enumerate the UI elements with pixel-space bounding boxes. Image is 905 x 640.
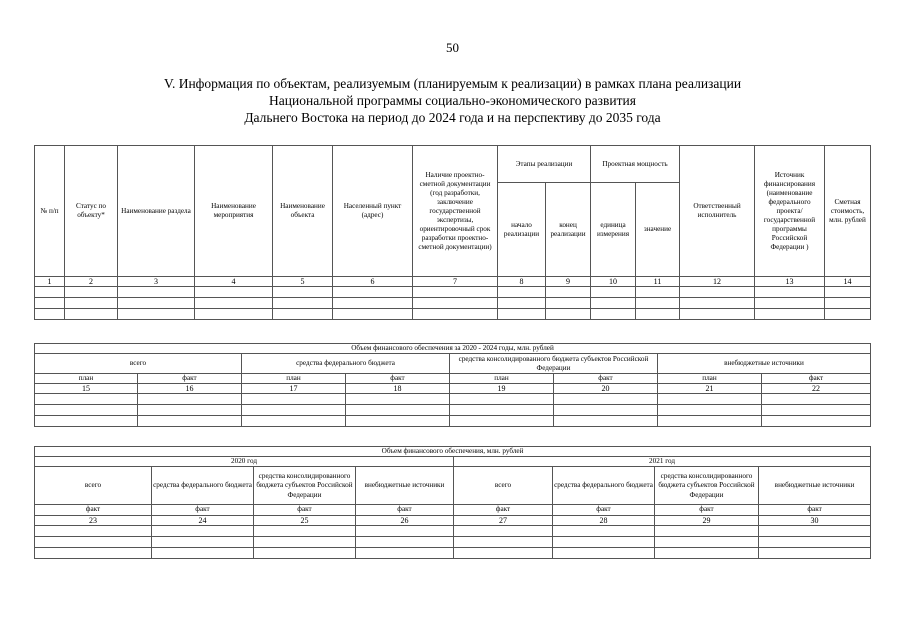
col-number: 13: [755, 277, 825, 287]
subheader-fact: факт: [554, 374, 658, 384]
col-number: 16: [138, 384, 242, 394]
group-federal: средства федерального бюджета: [152, 467, 254, 505]
header-locality: Населенный пункт (адрес): [333, 146, 413, 277]
col-number: 21: [658, 384, 762, 394]
subheader-fact: факт: [454, 505, 553, 515]
group-federal: средства федерального бюджета: [242, 354, 450, 374]
table-row: [35, 416, 871, 427]
header-design-docs: Наличие проектно-сметной документации (год разработки, заключение государственной экспертизы, ориентировочный срок разработки проектно-сметной документации): [413, 146, 498, 277]
col-number: 24: [152, 515, 254, 525]
column-numbers-row: [35, 515, 871, 525]
title-line-2: Национальной программы социально-экономического развития: [269, 93, 636, 108]
col-number: 7: [413, 277, 498, 287]
subheader-fact: факт: [759, 505, 871, 515]
group-total: всего: [454, 467, 553, 505]
col-number: 6: [333, 277, 413, 287]
year-2020: 2020 год: [35, 457, 454, 467]
group-total: всего: [35, 467, 152, 505]
title-line-3: Дальнего Востока на период до 2024 года и на перспективу до 2035 года: [244, 110, 661, 125]
subheader-fact: факт: [762, 374, 871, 384]
group-total: всего: [35, 354, 242, 374]
table-row: [35, 405, 871, 416]
col-number: 19: [450, 384, 554, 394]
col-number: 30: [759, 515, 871, 525]
col-number: 26: [356, 515, 454, 525]
header-object: Наименование объекта: [273, 146, 333, 277]
col-number: 27: [454, 515, 553, 525]
col-number: 14: [825, 277, 871, 287]
col-number: 28: [553, 515, 655, 525]
subheader-fact: факт: [346, 374, 450, 384]
title-line-1: V. Информация по объектам, реализуемым (планируемым к реализации) в рамках плана реализации: [163, 76, 742, 91]
table-row: [35, 525, 871, 536]
header-funding-source: Источник финансирования (наименование федерального проекта/ государственной программы Российской Федерации ): [755, 146, 825, 277]
funding-2020-2024-table: [34, 343, 871, 427]
subheader-fact: факт: [553, 505, 655, 515]
header-unit: единица измерения: [591, 183, 636, 277]
col-number: 18: [346, 384, 450, 394]
col-number: 10: [591, 277, 636, 287]
column-numbers-row: [35, 384, 871, 394]
header-status: Статус по объекту*: [65, 146, 118, 277]
header-num: № п/п: [35, 146, 65, 277]
subheader-fact: факт: [35, 505, 152, 515]
col-number: 5: [273, 277, 333, 287]
table-row: [35, 547, 871, 558]
col-number: 22: [762, 384, 871, 394]
subheader-fact: факт: [138, 374, 242, 384]
group-extrabudget: внебюджетные источники: [759, 467, 871, 505]
header-stages: Этапы реализации: [498, 146, 591, 183]
header-stage-end: конец реализации: [546, 183, 591, 277]
col-number: 15: [35, 384, 138, 394]
table-row: [35, 394, 871, 405]
group-regional: средства консолидированного бюджета субъектов Российской Федерации: [655, 467, 759, 505]
col-number: 8: [498, 277, 546, 287]
subheader-plan: план: [35, 374, 138, 384]
col-number: 17: [242, 384, 346, 394]
header-responsible: Ответственный исполнитель: [680, 146, 755, 277]
col-number: 2: [65, 277, 118, 287]
group-extrabudget: внебюджетные источники: [658, 354, 871, 374]
page-title: [0, 75, 905, 126]
subheader-fact: факт: [356, 505, 454, 515]
header-section: Наименование раздела: [118, 146, 195, 277]
col-number: 4: [195, 277, 273, 287]
header-capacity: Проектная мощность: [591, 146, 680, 183]
header-stage-start: начало реализации: [498, 183, 546, 277]
subheader-fact: факт: [254, 505, 356, 515]
col-number: 25: [254, 515, 356, 525]
subheader-fact: факт: [655, 505, 759, 515]
table-row: [35, 287, 871, 298]
col-number: 20: [554, 384, 658, 394]
page-number: 50: [446, 40, 459, 55]
table-row: [35, 309, 871, 320]
col-number: 29: [655, 515, 759, 525]
subheader-fact: факт: [152, 505, 254, 515]
subheader-plan: план: [450, 374, 554, 384]
year-2021: 2021 год: [454, 457, 871, 467]
group-federal: средства федерального бюджета: [553, 467, 655, 505]
funding-by-year-table: [34, 446, 871, 559]
header-cost: Сметная стоимость, млн. рублей: [825, 146, 871, 277]
funding-table-title: Объем финансового обеспечения, млн. рублей: [35, 447, 871, 457]
col-number: 3: [118, 277, 195, 287]
table-row: [35, 298, 871, 309]
col-number: 1: [35, 277, 65, 287]
funding-table-title: Объем финансового обеспечения за 2020 - 2024 годы, млн. рублей: [35, 344, 871, 354]
group-extrabudget: внебюджетные источники: [356, 467, 454, 505]
col-number: 11: [636, 277, 680, 287]
column-numbers-row: [35, 277, 871, 287]
header-value: значение: [636, 183, 680, 277]
subheader-plan: план: [242, 374, 346, 384]
subheader-plan: план: [658, 374, 762, 384]
objects-table: [34, 145, 871, 320]
col-number: 23: [35, 515, 152, 525]
table-row: [35, 536, 871, 547]
header-activity: Наименование мероприятия: [195, 146, 273, 277]
group-regional: средства консолидированного бюджета субъектов Российской Федерации: [450, 354, 658, 374]
col-number: 12: [680, 277, 755, 287]
group-regional: средства консолидированного бюджета субъектов Российской Федерации: [254, 467, 356, 505]
col-number: 9: [546, 277, 591, 287]
